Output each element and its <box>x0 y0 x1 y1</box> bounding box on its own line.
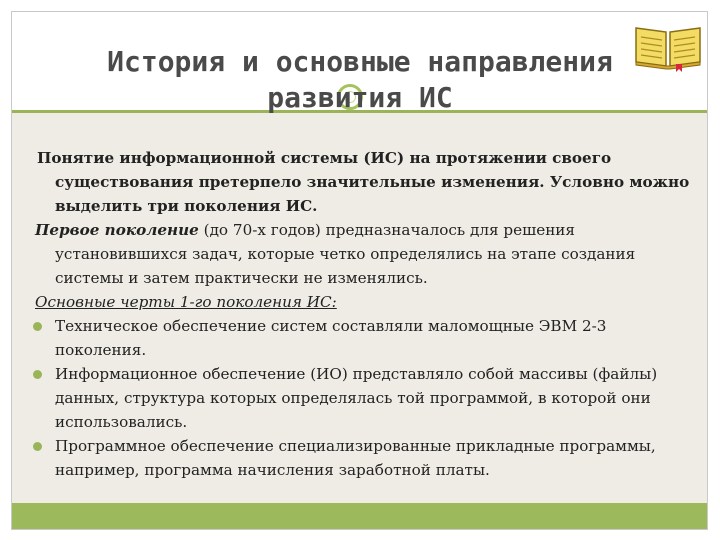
features-heading-paragraph <box>33 290 701 314</box>
bullet-text: Программное обеспечение специализированные прикладные программы, например, программа начисления заработной платы. <box>55 437 656 479</box>
footer-bar <box>12 503 707 529</box>
bullet-item <box>33 362 701 434</box>
intro-paragraph: Понятие информационной системы (ИС) на протяжении своего существования претерпело значительные изменения. Условно можно выделить три поколения ИС. <box>37 149 690 215</box>
slide-title: История и основные направления развития ИС <box>107 45 613 114</box>
slide-body <box>33 146 701 482</box>
first-generation-paragraph <box>33 218 701 290</box>
bullet-dot-icon <box>33 322 42 331</box>
bullet-item <box>33 314 701 362</box>
bullet-item <box>33 434 701 482</box>
bullet-dot-icon <box>33 370 42 379</box>
features-heading: Основные черты 1-го поколения ИС: <box>35 293 337 311</box>
first-generation-text: (до 70-х годов) предназначалось для решения установившихся задач, которые четко определялись на этапе создания системы и затем практически не изменялись. <box>55 221 636 287</box>
bullet-text: Информационное обеспечение (ИО) представляло собой массивы (файлы) данных, структура которых определялась той программой, в которой они использовались. <box>55 365 658 431</box>
bullet-text: Техническое обеспечение систем составляли маломощные ЭВМ 2-3 поколения. <box>55 317 607 359</box>
bullet-dot-icon <box>33 442 42 451</box>
first-generation-label: Первое поколение <box>35 221 199 239</box>
open-book-icon <box>632 18 704 72</box>
